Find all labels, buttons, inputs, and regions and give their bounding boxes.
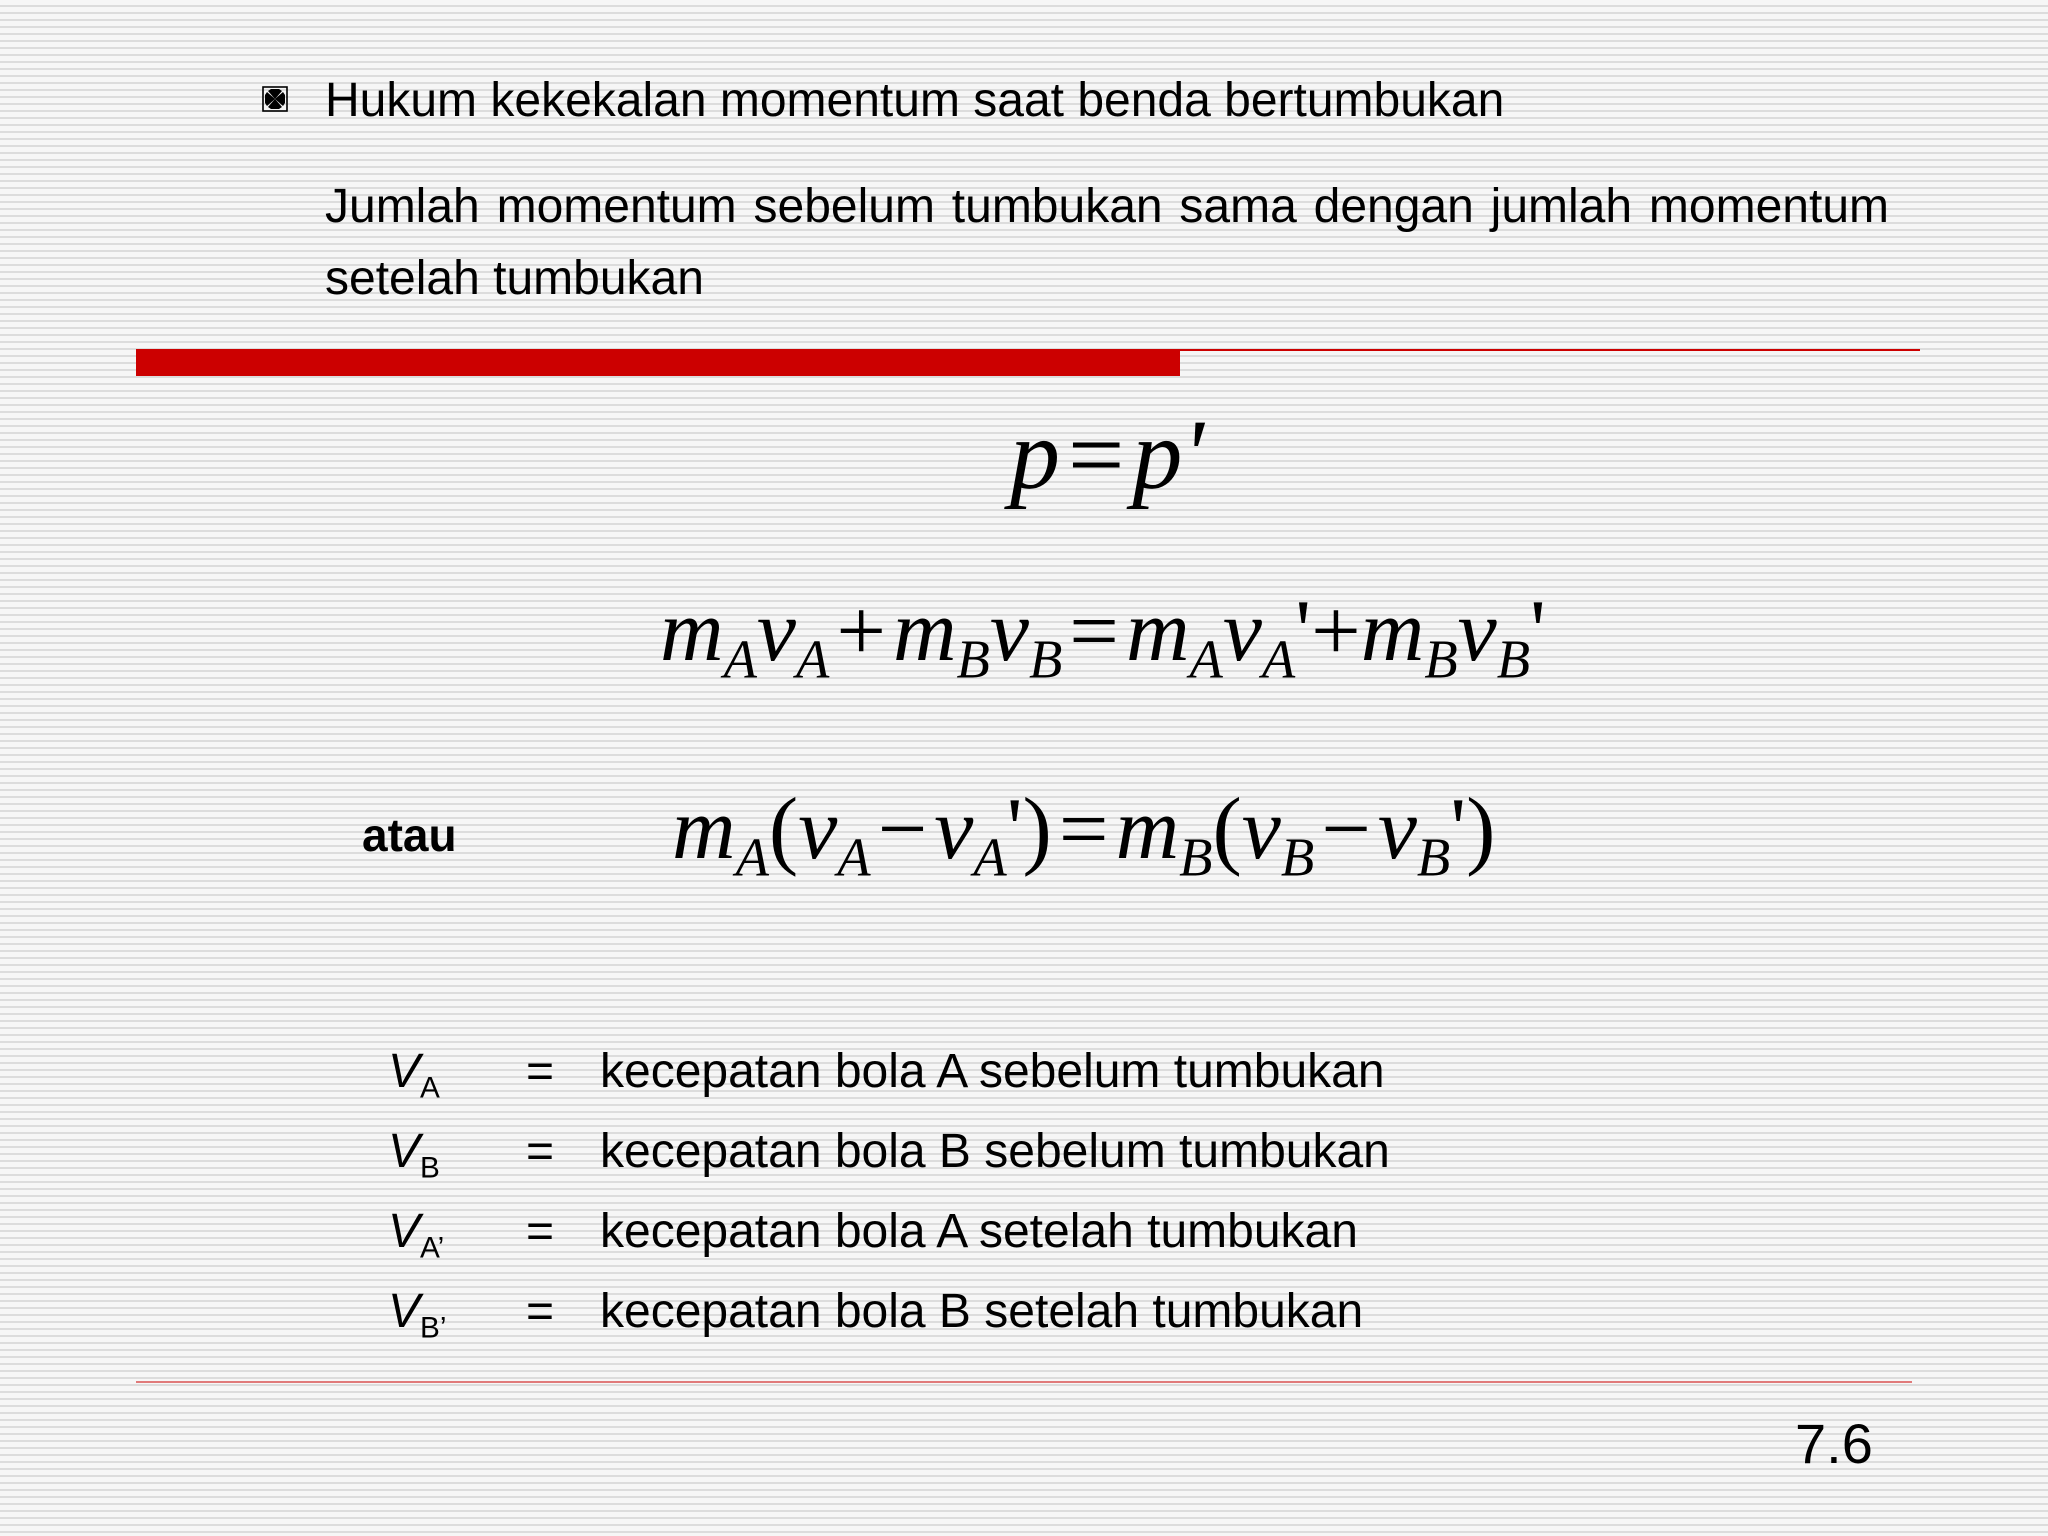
legend-item (388, 1120, 1588, 1184)
legend-symbol: $V_{B’}$ (388, 1285, 447, 1345)
equation-momentum-conservation: p=p' (1010, 399, 1204, 510)
equation-momentum-expanded: $m_Av_A+m_Bv_B=m_Av_A'+m_Bv_B'$ (660, 583, 1546, 690)
atau-label: atau (362, 809, 457, 861)
legend-item (388, 1200, 1588, 1264)
legend-equals: = (526, 1285, 555, 1338)
legend-item (388, 1280, 1588, 1344)
maltese-cross-icon (262, 86, 288, 112)
legend-equals: = (526, 1125, 555, 1178)
heading-text: Hukum kekekalan momentum saat benda bertumbukan (325, 74, 1505, 127)
divider-bottom (136, 1381, 1912, 1383)
page-number: 7.6 (1795, 1412, 1873, 1475)
legend-description: kecepatan bola B setelah tumbukan (600, 1285, 1364, 1338)
divider-thick (136, 349, 1180, 376)
description-text: Jumlah momentum sebelum tumbukan sama dengan jumlah momentum setelah tumbukan (325, 180, 1889, 305)
legend-description: kecepatan bola A setelah tumbukan (600, 1205, 1358, 1258)
divider-thin (1180, 349, 1920, 351)
legend-item (388, 1040, 1588, 1104)
legend-equals: = (526, 1205, 555, 1258)
equation-momentum-rearranged: $m_A(v_A-v_A')=m_B(v_B-v_B')$ (672, 781, 1496, 888)
legend-description: kecepatan bola B sebelum tumbukan (600, 1125, 1390, 1178)
legend-symbol: $V_A$ (388, 1045, 440, 1105)
legend-description: kecepatan bola A sebelum tumbukan (600, 1045, 1385, 1098)
legend-equals: = (526, 1045, 555, 1098)
legend-symbol: $V_B$ (388, 1125, 440, 1185)
legend-symbol: $V_{A’}$ (388, 1205, 445, 1265)
